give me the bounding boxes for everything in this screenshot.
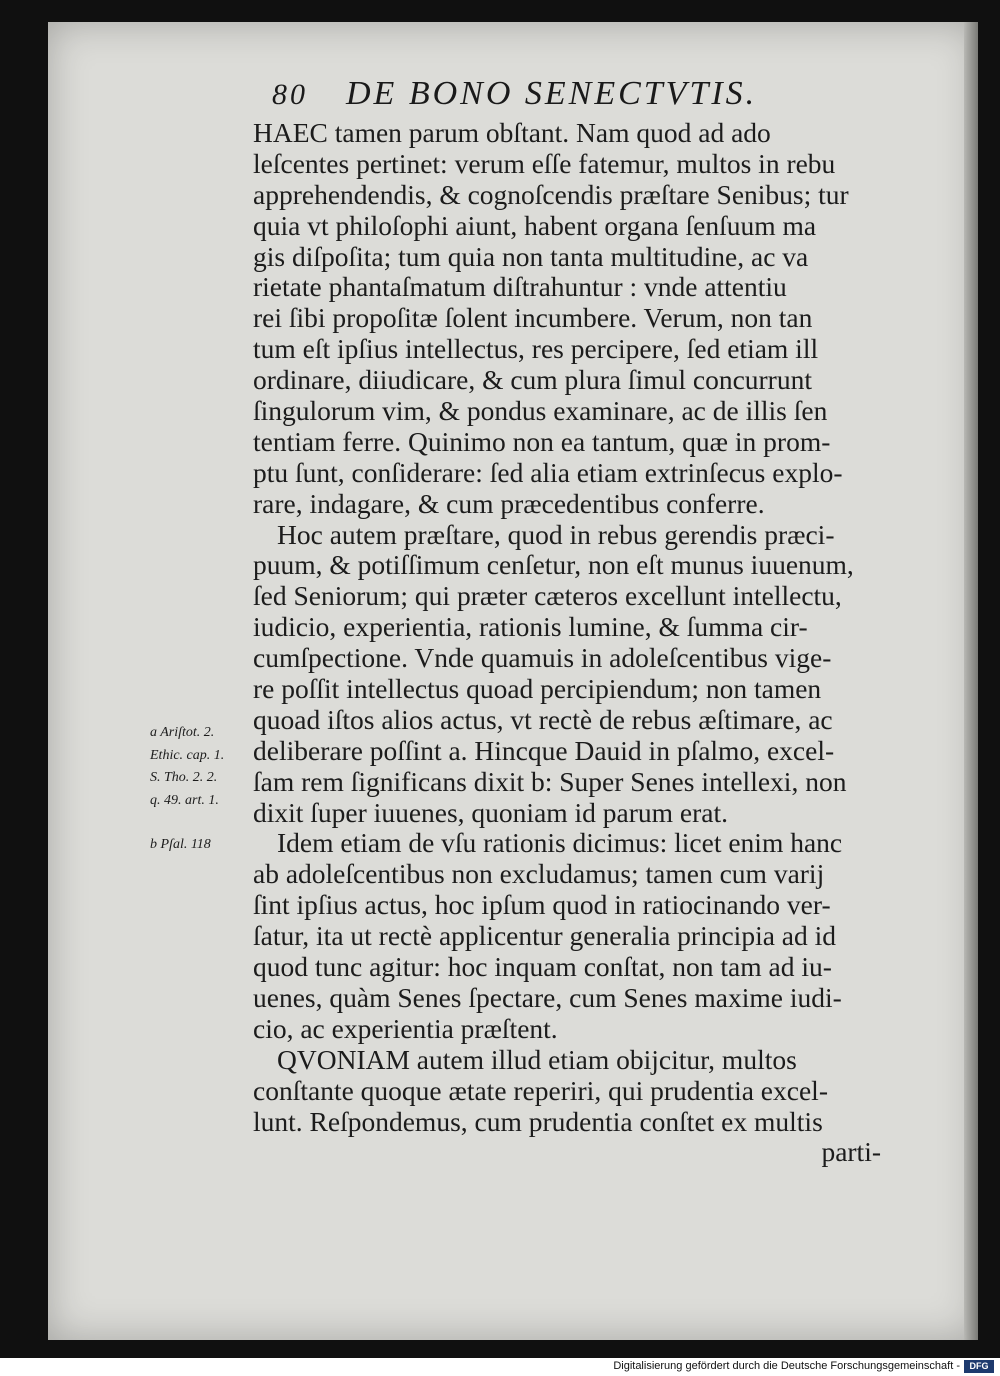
margin-note: S. Tho. 2. 2. xyxy=(150,770,218,785)
text-line: iudicio, experientia, rationis lumine, & ſumma cir- xyxy=(253,612,808,643)
text-line: quoad iſtos alios actus, vt rectè de rebus æſtimare, ac xyxy=(253,704,833,735)
text-line: apprehendendis, & cognoſcendis præſtare Senibus; tur xyxy=(253,179,849,210)
page-number: 80 xyxy=(272,78,308,111)
text-line: ptu ſunt, conſiderare: ſed alia etiam extrinſecus explo- xyxy=(253,457,843,488)
text-line: cumſpectione. Vnde quamuis in adoleſcentibus vige- xyxy=(253,643,832,674)
text-line: ſingulorum vim, & pondus examinare, ac de illis ſen xyxy=(253,396,828,427)
text-line: quia vt philoſophi aiunt, habent organa ſenſuum ma xyxy=(253,210,817,241)
text-line: Hoc autem præſtare, quod in rebus gerendis præci- xyxy=(277,519,835,550)
page-edge xyxy=(964,22,978,1340)
margin-notes xyxy=(150,722,250,857)
text-line: Idem etiam de vſu rationis dicimus: licet enim hanc xyxy=(277,828,843,859)
text-line: puum, & potiſſimum cenſetur, non eſt munus iuuenum, xyxy=(253,550,854,581)
text-line: rietate phantaſmatum diſtrahuntur : vnde attentiu xyxy=(253,272,787,303)
text-line: ſam rem ſignificans dixit b: Super Senes intellexi, non xyxy=(253,766,847,797)
dfg-logo: DFG xyxy=(964,1360,994,1373)
text-line: QVONIAM autem illud etiam obijcitur, multos xyxy=(277,1044,797,1075)
text-line: rare, indagare, & cum præcedentibus conferre. xyxy=(253,488,765,519)
text-line: cio, ac experientia præſtent. xyxy=(253,1013,558,1044)
text-line: tentiam ferre. Quinimo non ea tantum, quæ in prom- xyxy=(253,426,831,457)
margin-note: a Ariſtot. 2. xyxy=(150,725,215,740)
text-line: dixit ſuper iuuenes, quoniam id parum erat. xyxy=(253,797,729,828)
text-line: ſint ipſius actus, hoc ipſum quod in ratiocinando ver- xyxy=(253,890,831,921)
margin-note: Ethic. cap. 1. xyxy=(150,747,225,763)
text-line: quod tunc agitur: hoc inquam conſtat, non tam ad iu- xyxy=(253,952,832,983)
text-line: rei ſibi propoſitæ ſolent incumbere. Verum, non tan xyxy=(253,303,813,334)
margin-note: q. 49. art. 1. xyxy=(150,792,219,808)
text-line: ab adoleſcentibus non excludamus; tamen cum varij xyxy=(253,859,825,890)
text-line: ordinare, diiudicare, & cum plura ſimul concurrunt xyxy=(253,365,812,396)
text-line: lunt. Reſpondemus, cum prudentia conſtet ex multis xyxy=(253,1106,823,1137)
running-head-title: DE BONO SENECTVTIS. xyxy=(346,75,758,112)
text-line: uenes, quàm Senes ſpectare, cum Senes maxime iudi- xyxy=(253,982,842,1013)
catchword: parti- xyxy=(821,1137,881,1168)
text-line: re poſſit intellectus quoad percipiendum; non tamen xyxy=(253,674,822,705)
margin-note: b Pſal. 118 xyxy=(150,837,211,852)
text-line: ſatur, ita ut rectè applicentur generalia principia ad id xyxy=(253,921,837,952)
text-line: ſed Seniorum; qui præter cæteros excellunt intellectu, xyxy=(253,581,842,612)
text-line: tum eſt ipſius intellectus, res percipere, ſed etiam ill xyxy=(253,334,819,365)
text-line: conſtante quoque ætate reperiri, qui prudentia excel- xyxy=(253,1075,828,1106)
text-line: HAEC tamen parum obſtant. Nam quod ad ado xyxy=(253,118,771,148)
running-head xyxy=(272,75,872,113)
footer-credit: Digitalisierung gefördert durch die Deutsche Forschungsgemeinschaft - xyxy=(613,1360,960,1372)
text-line: gis diſpoſita; tum quia non tanta multitudine, ac va xyxy=(253,241,809,272)
text-line: deliberare poſſint a. Hincque Dauid in pſalmo, excel- xyxy=(253,735,835,766)
body-text xyxy=(253,118,901,1168)
text-line: leſcentes pertinet: verum eſſe fatemur, multos in rebu xyxy=(253,148,836,179)
